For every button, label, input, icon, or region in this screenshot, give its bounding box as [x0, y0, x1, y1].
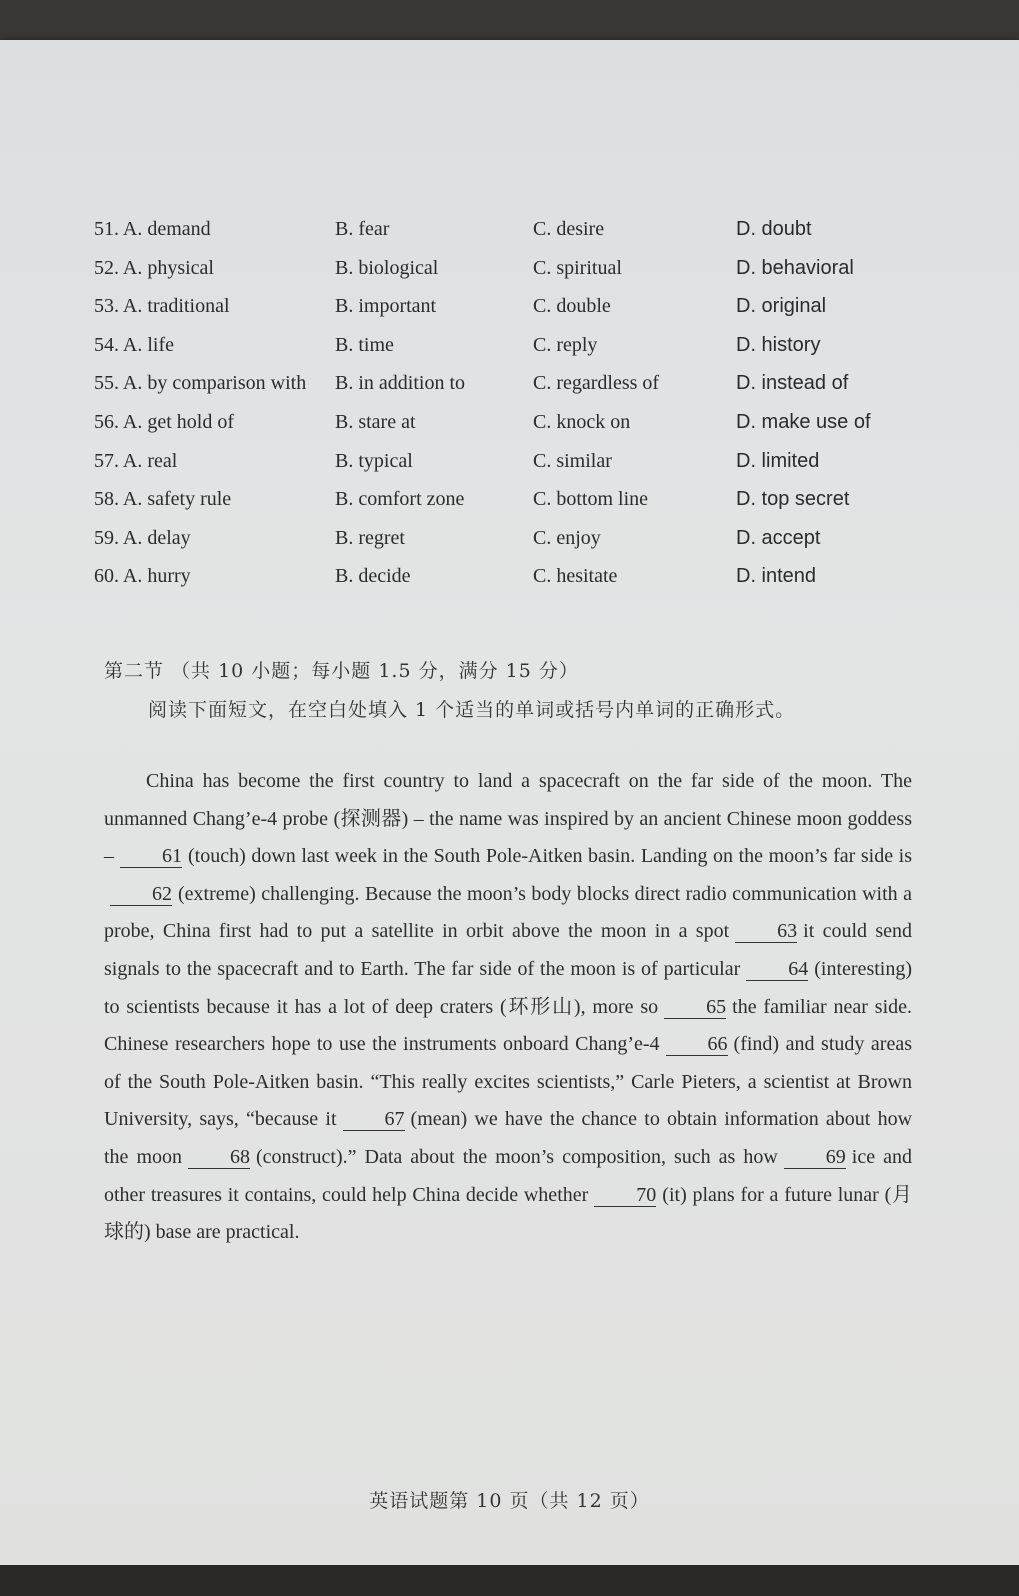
- passage-text: (construct).” Data about the moon’s composition, such as how: [256, 1145, 778, 1168]
- option-a: 59. A. delay: [94, 526, 191, 549]
- option-c: C. knock on: [533, 410, 631, 433]
- answer-options-list: [0, 218, 1019, 604]
- option-a: 53. A. traditional: [94, 295, 230, 318]
- blank-69: 69: [784, 1146, 846, 1169]
- option-row: [0, 565, 1019, 604]
- option-row: [0, 527, 1019, 566]
- option-a: 58. A. safety rule: [94, 488, 232, 511]
- option-b: B. important: [335, 295, 437, 318]
- photo-background-top: [0, 0, 1019, 40]
- blank-65: 65: [664, 996, 726, 1019]
- section-title: 第二节 （共 10 小题；每小题 1.5 分，满分 15 分）: [104, 660, 579, 682]
- passage-text: (touch) down last week in the South Pole-Aitken basin. Landing on the moon’s far side is: [188, 845, 912, 868]
- option-c: C. regardless of: [533, 372, 660, 395]
- blank-62: 62: [110, 883, 172, 906]
- passage-paragraph: [104, 763, 912, 1252]
- option-c: C. spiritual: [533, 256, 622, 279]
- option-a: 56. A. get hold of: [94, 410, 234, 433]
- blank-64: 64: [746, 958, 808, 981]
- blank-63: 63: [735, 920, 797, 943]
- option-row: [0, 257, 1019, 296]
- option-d: D. behavioral: [736, 256, 854, 279]
- option-c: C. double: [533, 295, 611, 318]
- option-d: D. top secret: [736, 488, 850, 511]
- option-row: [0, 218, 1019, 257]
- option-a: 52. A. physical: [94, 256, 214, 279]
- passage-text: ice and other treasures it contains, could help China decide whether: [104, 1145, 912, 1206]
- option-d: D. original: [736, 295, 827, 318]
- blank-70: 70: [594, 1184, 656, 1207]
- option-a: 60. A. hurry: [94, 565, 191, 588]
- option-d: D. make use of: [736, 410, 871, 433]
- blank-68: 68: [188, 1146, 250, 1169]
- option-d: D. doubt: [736, 218, 812, 240]
- option-b: B. in addition to: [335, 372, 465, 395]
- option-b: B. time: [335, 333, 394, 356]
- option-d: D. instead of: [736, 372, 849, 395]
- option-b: B. fear: [335, 218, 390, 240]
- reading-passage: [104, 763, 912, 1252]
- page-footer: 英语试题第 10 页（共 12 页）: [369, 1490, 650, 1512]
- passage-text: (it) plans for a future lunar (月球的) base are practical.: [104, 1183, 912, 1244]
- option-b: B. regret: [335, 526, 405, 549]
- passage-text: the familiar near side. Chinese researchers hope to use the instruments onboard Chang’e-4: [104, 995, 912, 1056]
- option-b: B. stare at: [335, 410, 416, 433]
- option-row: [0, 450, 1019, 489]
- option-b: B. decide: [335, 565, 411, 588]
- blank-61: 61: [120, 845, 182, 868]
- passage-text: (interesting) to scientists because it has a lot of deep craters (环形山), more so: [104, 957, 912, 1018]
- option-row: [0, 334, 1019, 373]
- passage-text: it could send signals to the spacecraft and to Earth. The far side of the moon is of particular: [104, 920, 912, 980]
- option-c: C. enjoy: [533, 526, 601, 549]
- passage-text: (extreme) challenging. Because the moon’s body blocks direct radio communication with a probe, China first had to put a satellite in orbit above the moon in a spot: [104, 882, 912, 943]
- option-a: 57. A. real: [94, 449, 178, 472]
- option-row: [0, 488, 1019, 527]
- option-row: [0, 411, 1019, 450]
- passage-text: (find) and study areas of the South Pole-Aitken basin. “This really excites scientists,” Carle Pieters, a scientist at Brown University, says, “because it: [104, 1033, 912, 1131]
- passage-text: (mean) we have the chance to obtain information about how the moon: [104, 1108, 913, 1168]
- option-a: 54. A. life: [94, 333, 174, 356]
- option-d: D. intend: [736, 565, 817, 588]
- option-a: 55. A. by comparison with: [94, 372, 307, 395]
- photo-background-bottom: [0, 1565, 1019, 1596]
- option-d: D. limited: [736, 449, 820, 472]
- option-row: [0, 295, 1019, 334]
- option-c: C. reply: [533, 333, 598, 356]
- option-c: C. hesitate: [533, 565, 618, 588]
- option-row: [0, 372, 1019, 411]
- section-instruction: 阅读下面短文，在空白处填入 1 个适当的单词或括号内单词的正确形式。: [148, 699, 796, 721]
- option-d: D. history: [736, 333, 821, 356]
- option-a: 51. A. demand: [94, 218, 211, 240]
- option-b: B. comfort zone: [335, 488, 465, 511]
- blank-66: 66: [666, 1033, 728, 1056]
- option-c: C. similar: [533, 449, 612, 472]
- passage-text: China has become the first country to land a spacecraft on the far side of the moon. The unmanned Chang’e-4 probe (探测器) – the name was inspired by an ancient Chinese moon goddess –: [104, 770, 912, 868]
- option-c: C. desire: [533, 218, 605, 240]
- option-d: D. accept: [736, 526, 821, 549]
- option-b: B. biological: [335, 256, 439, 279]
- blank-67: 67: [343, 1108, 405, 1131]
- option-b: B. typical: [335, 449, 413, 472]
- option-c: C. bottom line: [533, 488, 648, 511]
